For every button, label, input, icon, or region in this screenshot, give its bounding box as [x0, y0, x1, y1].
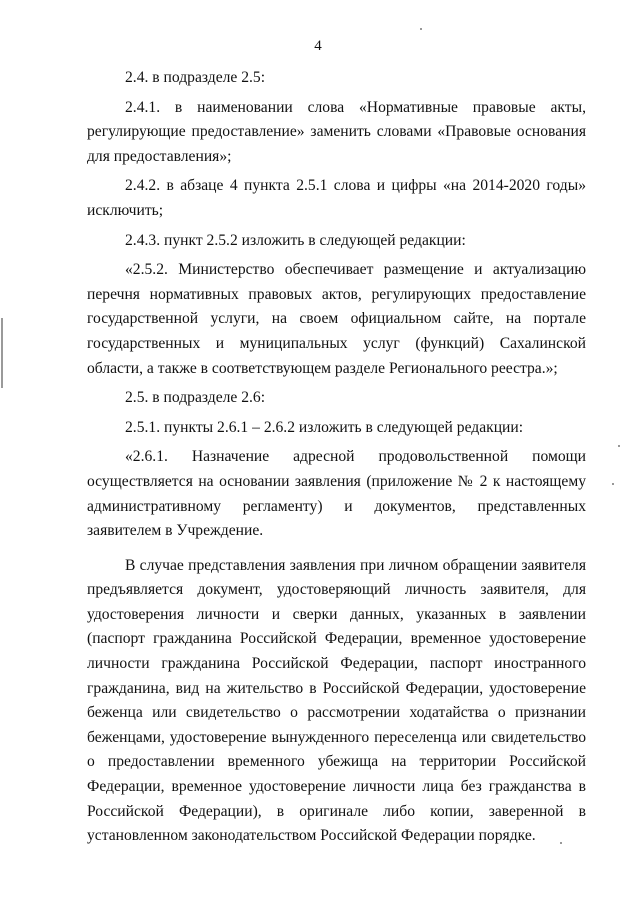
- scan-speck: [420, 28, 422, 30]
- document-body: [87, 66, 586, 849]
- word: Назначение: [191, 448, 270, 466]
- word: продовольственной: [378, 448, 509, 466]
- word: «2.6.1.: [125, 448, 168, 466]
- word: помощи: [532, 448, 586, 466]
- page-number: 4: [314, 38, 322, 54]
- scan-speck: [612, 483, 614, 485]
- paragraph-2-4: 2.4. в подразделе 2.5:: [125, 69, 266, 86]
- word: адресной: [293, 448, 355, 466]
- paragraph-2-4-2: 2.4.2. в абзаце 4 пункта 2.5.1 слова и цифры «на 2014-2020 годы» исключить;: [87, 177, 586, 219]
- paragraph-2-4-3: 2.4.3. пункт 2.5.2 изложить в следующей редакции:: [125, 231, 466, 249]
- paragraph-2-4-1: 2.4.1. в наименовании слова «Нормативные правовые акты, регулирующие предоставление» заменить словами «Правовые основания для предоставления»;: [87, 98, 586, 165]
- paragraph-identity-documents: В случае представления заявления при личном обращении заявителя предъявляется документ, удостоверяющий личность заявителя, для удостоверения личности и сверки данных, указанных в заявлении (паспорт гражданина Российской Федерации, временное удостоверение личности гражданина Российской Федерации, паспорт иностранного гражданина, вид на жительство в Российской Федерации, удостоверение беженца или свидетельство о рассмотрении ходатайства о признании беженцами, удостоверение вынужденного переселенца или свидетельство о предоставлении временного убежища на территории Российской Федерации, временное удостоверение личности лица без гражданства в Российской Федерации), в оригинале либо копии, заверенной в установленном законодательством Российской Федерации порядке.: [87, 556, 586, 845]
- paragraph-2-6-1-rest: осуществляется на основании заявления (приложение № 2 к настоящему административному регламенту) и документов, представленных заявителем в Учреждение.: [87, 472, 586, 540]
- paragraph-2-5-1: 2.5.1. пункты 2.6.1 – 2.6.2 изложить в следующей редакции:: [125, 418, 524, 436]
- paragraph-2-6-1-first-line: [87, 445, 586, 470]
- paragraph-2-5: 2.5. в подразделе 2.6:: [125, 389, 266, 407]
- scan-speck: [618, 445, 620, 447]
- paragraph-2-5-2-quote: «2.5.2. Министерство обеспечивает размещение и актуализацию перечня нормативных правовых актов, регулирующих предоставление государственной услуги, на своем официальном сайте, на портале государственных и муниципальных услуг (функций) Сахалинской области, а также в соответствующем разделе Регионального реестра.»;: [87, 261, 586, 377]
- scan-speck: [560, 842, 562, 844]
- scan-edge-mark: [1, 318, 3, 388]
